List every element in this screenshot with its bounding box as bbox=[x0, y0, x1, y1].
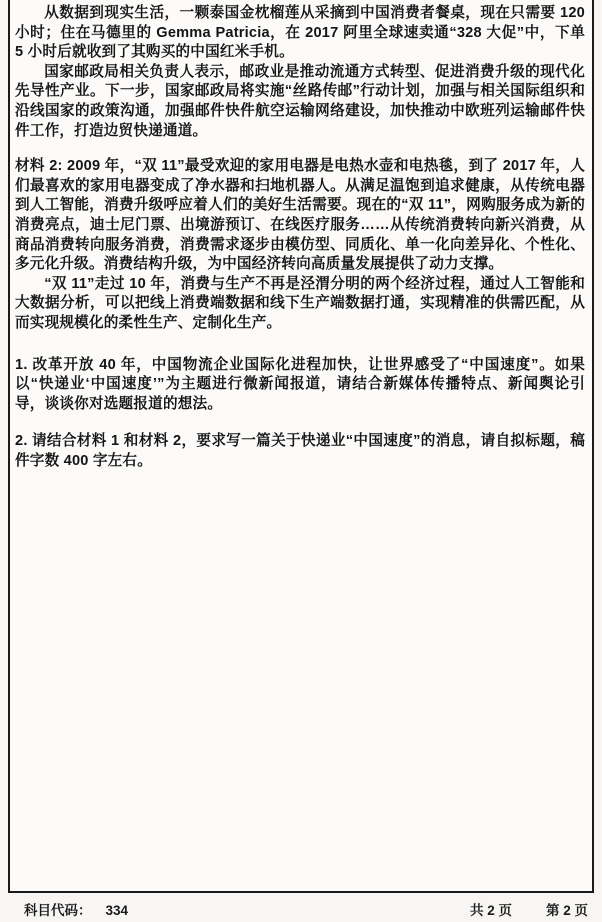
subject-code-value: 334 bbox=[105, 903, 129, 918]
exam-question-1: 1. 改革开放 40 年，中国物流企业国际化进程加快，让世界感受了“中国速度”。如果以“快递业‘中国速度’”为主题进行微新闻报道，请结合新媒体传播特点、新闻舆论引导，谈谈你对选题报道的想法。 bbox=[15, 356, 585, 412]
paragraph-material2: 材料 2: 2009 年，“双 11”最受欢迎的家用电器是电热水壶和电热毯，到了 2017 年，人们最喜欢的家用电器变成了净水器和扫地机器人。从满足温饱到追求健康，从传统电器到人工智能，消费升级呼应着人们的美好生活需要。现在的“双 11”，网购服务成为新的消费亮点，迪士尼门票、出境游预订、在线医疗服务……从传统消费转向新兴消费，从商品消费转向服务消费，消费需求逐步由模仿型、同质化、单一化向差异化、个性化、多元化升级。消费结构升级，为中国经济转向高质量发展提供了动力支撑。 bbox=[15, 158, 585, 273]
exam-question-2: 2. 请结合材料 1 和材料 2，要求写一篇关于快递业“中国速度”的消息，请自拟标题，稿件字数 400 字左右。 bbox=[15, 433, 585, 469]
paragraph-double11-ten-years: “双 11”走过 10 年，消费与生产不再是泾渭分明的两个经济过程，通过人工智能和大数据分析，可以把线上消费端数据和线下生产端数据打通，实现精准的供需匹配，从而实现规模化的柔性生产、定制化生产。 bbox=[15, 275, 585, 331]
page-indicator bbox=[470, 899, 588, 919]
paragraph-postal-bureau: 国家邮政局相关负责人表示，邮政业是推动流通方式转型、促进消费升级的现代化先导性产业。下一步，国家邮政局将实施“丝路传邮”行动计划，加强与相关国际组织和沿线国家的政策沟通，加强邮件快件航空运输网络建设，加快推动中欧班列运输邮件快件工作，打造边贸快递通道。 bbox=[15, 63, 585, 139]
page-footer bbox=[0, 896, 602, 919]
subject-code-label: 科目代码： bbox=[24, 903, 92, 918]
page-current: 第 2 页 bbox=[545, 903, 588, 918]
exam-page-frame bbox=[8, 0, 594, 893]
subject-code bbox=[24, 899, 128, 919]
paragraph-material1-continued: 从数据到现实生活，一颗泰国金枕榴莲从采摘到中国消费者餐桌，现在只需要 120 小时；住在马德里的 Gemma Patricia，在 2017 阿里全球速卖通“328 大促”中，下单 5 小时后就收到了其购买的中国红米手机。 bbox=[15, 5, 585, 61]
pages-total: 共 2 页 bbox=[469, 903, 512, 918]
